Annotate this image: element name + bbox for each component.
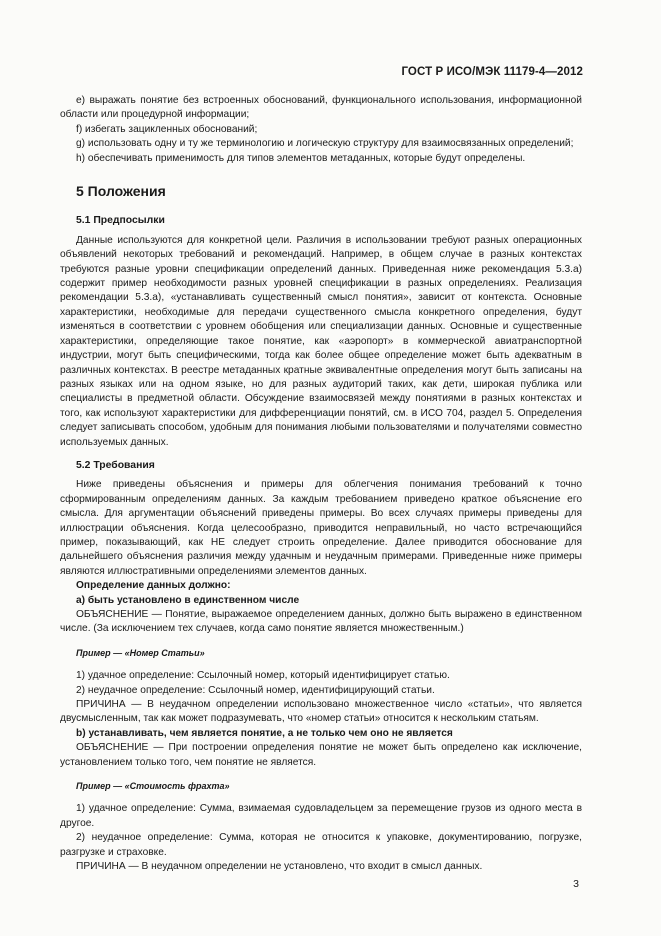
example-a-bad: 2) неудачное определение: Ссылочный номер, идентифицирующий статьи. (76, 684, 435, 696)
list-item-e: e) выражать понятие без встроенных обоснований, функционального использования, информационной области или процедурной информации; (60, 95, 582, 121)
requirements-intro: Определение данных должно: (76, 580, 231, 592)
example-a-good: 1) удачное определение: Ссылочный номер, который идентифицирует статью. (76, 670, 450, 682)
example-b-good: 1) удачное определение: Сумма, взимаемая судовладельцем за перемещение грузов из одного места в другое. (60, 803, 582, 829)
document-header: ГОСТ Р ИСО/МЭК 11179-4—2012 (401, 66, 583, 78)
list-item-h: h) обеспечивать применимость для типов элементов метаданных, которые будут определены. (76, 152, 526, 164)
example-b-title: Пример — «Стоимость фрахта» (76, 781, 230, 792)
requirement-a-title: a) быть установлено в единственном числе (76, 594, 300, 606)
requirement-b-title: b) устанавливать, чем является понятие, а не только чем оно не является (76, 727, 453, 739)
example-b-bad: 2) неудачное определение: Сумма, которая не относится к упаковке, документированию, погрузке, разгрузке и страховке. (60, 832, 582, 858)
page-number: 3 (573, 878, 579, 890)
example-b-reason: ПРИЧИНА — В неудачном определении не установлено, что входит в смысл данных. (76, 861, 483, 873)
requirement-a-explanation: ОБЪЯСНЕНИЕ — Понятие, выражаемое определением данных, должно быть выражено в единственном числе. (За исключением тех случаев, когда само понятие является множественным.) (60, 609, 582, 635)
section-5-2-title: 5.2 Требования (76, 459, 155, 471)
section-5-1-title: 5.1 Предпосылки (76, 215, 165, 227)
requirement-b-explanation: ОБЪЯСНЕНИЕ — При построении определения понятие не может быть определено как исключение, установлением только того, чем понятие не является. (60, 742, 582, 768)
page-content (60, 94, 582, 875)
section-5-title: 5 Положения (76, 183, 166, 200)
list-item-f: f) избегать зацикленных обоснований; (76, 123, 258, 135)
list-item-g: g) использовать одну и ту же терминологию и логическую структуру для взаимосвязанных определений; (76, 138, 574, 150)
section-5-2-body: Ниже приведены объяснения и примеры для облегчения понимания требований к точно сформированным определениям данных. За каждым требованием приведено краткое объяснение его смысла. Для аргументации объяснений приведены примеры. Во всех случаях примеры приведены для иллюстрации объяснения. Когда целесообразно, приводится неправильный, но часто встречающийся пример, показывающий, как НЕ следует строить определение. Далее приводится обоснование для дальнейшего объяснения различия между удачным и неудачным примерами. Приведенные ниже примеры являются иллюстративными определениями элементов данных. (60, 479, 582, 577)
example-a-title: Пример — «Номер Статьи» (76, 647, 205, 658)
section-5-1-body: Данные используются для конкретной цели. Различия в использовании требуют разных операционных объявлений некоторых требований и рекомендаций. Например, в общем случае в разных контекстах требуются разные уровни спецификации определений данных. Приведенная ниже рекомендация 5.3.a) содержит пример необходимости разных уровней спецификации в разных определениях. Реализация рекомендации 5.3.a), «устанавливать существенный смысл понятия», зависит от контекста. Основные характеристики, необходимые для передачи существенного смысла конкретного определения, будут изменяться в соответствии с уровнем обобщения или специализации данных. Основные и существенные характеристики, определяющие такое понятие, как «аэропорт» в коммерческой авиатранспортной индустрии, могут быть специфическими, тогда как более общее определение может быть адекватным в различных контекстах. В реестре метаданных кратные эквивалентные определения могут быть записаны на разных языках или на одном языке, но для разных аудиторий таких, как дети, широкая публика или специалисты в предметной области. Обсуждение взаимосвязей между понятиями в разных контекстах и того, как используют характеристики для дифференциации понятий, см. в ИСО 704, раздел 5. Определения следует записывать способом, удобным для понимания любыми пользователями и получателями совместно используемых данных. (60, 234, 582, 448)
example-a-reason: ПРИЧИНА — В неудачном определении использовано множественное число «статьи», что является двусмысленным, так как может подразумевать, что «номер статьи» относится к нескольким статьям. (60, 699, 582, 725)
